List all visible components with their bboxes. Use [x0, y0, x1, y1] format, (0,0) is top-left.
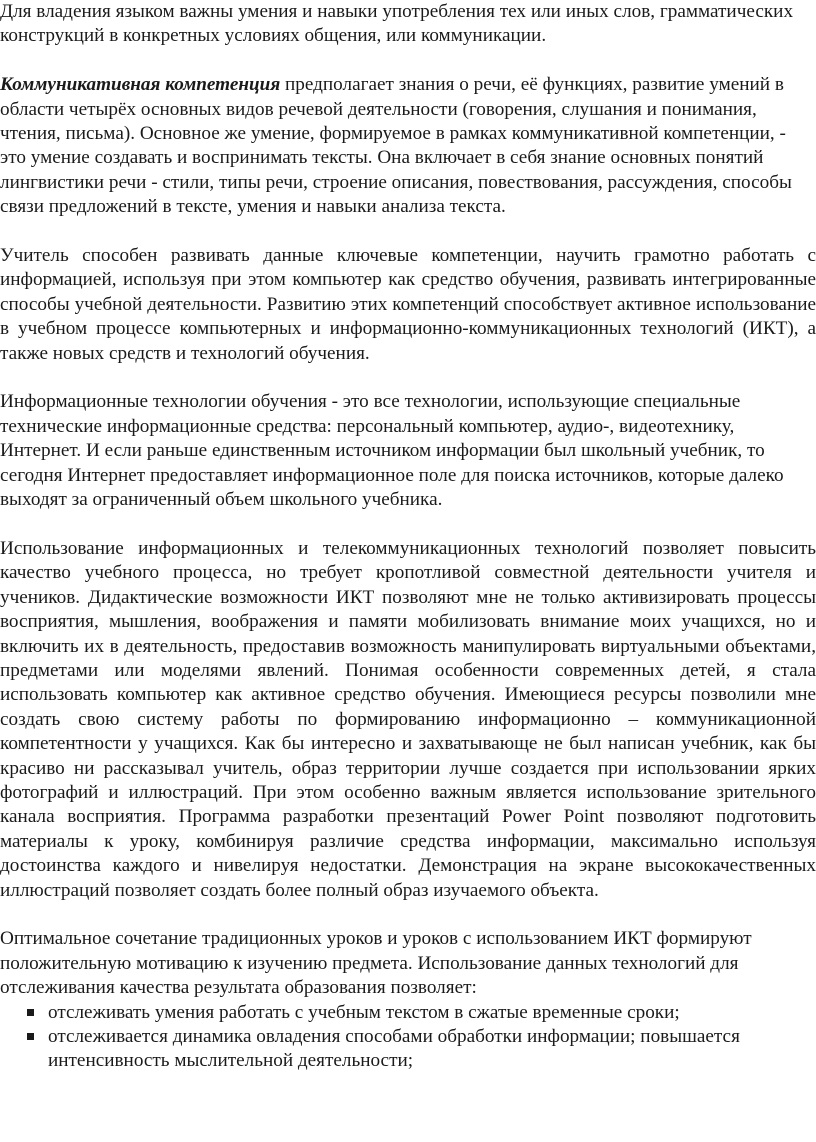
paragraph-language-skills: Для владения языком важны умения и навыки употребления тех или иных слов, грамматических конструкций в конкретных условиях общения, или коммуникации.	[0, 1, 794, 47]
list-item	[0, 1025, 816, 1074]
square-bullet-icon	[27, 1033, 34, 1040]
paragraph-communicative-competence	[0, 73, 816, 219]
list-item-text: отслеживается динамика овладения способами обработки информации; повышается интенсивность мыслительной деятельности;	[48, 1025, 740, 1072]
bullet-list	[0, 1001, 816, 1074]
list-item-text: отслеживать умения работать с учебным текстом в сжатые временные сроки;	[48, 1001, 680, 1023]
paragraph-teacher-role: Учитель способен развивать данные ключевые компетенции, научить грамотно работать с информацией, используя при этом компьютер как средство обучения, развивать интегрированные способы учебной деятельности. Развитию этих компетенций способствует активное использование в учебном процессе компьютерных и информационно-коммуникационных технологий (ИКТ), а также новых средств и технологий обучения.	[0, 245, 816, 364]
paragraph-info-technologies: Информационные технологии обучения - это все технологии, использующие специальные технические информационные средства: персональный компьютер, аудио-, видеотехнику, Интернет. И если раньше единственным источником информации был школьный учебник, то сегодня Интернет предоставляет информационное поле для поиска источников, которые далеко выходят за ограниченный объем школьного учебника.	[0, 391, 784, 511]
paragraph-optimal-combination: Оптимальное сочетание традиционных уроков и уроков с использованием ИКТ формируют положительную мотивацию к изучению предмета. Использование данных технологий для отслеживания качества результата образования позволяет:	[0, 928, 752, 999]
term-communicative-competence: Коммуникативная компетенция	[0, 74, 281, 96]
paragraph-ict-usage: Использование информационных и телекоммуникационных технологий позволяет повысить качество учебного процесса, но требует кропотливой совместной деятельности учителя и учеников. Дидактические возможности ИКТ позволяют мне не только активизировать процессы восприятия, мышления, воображения и памяти мобилизовать внимание моих учащихся, но и включить их в деятельность, предоставив возможность манипулировать виртуальными объектами, предметами или моделями явлений. Понимая особенности современных детей, я стала использовать компьютер как активное средство обучения. Имеющиеся ресурсы позволили мне создать свою систему работы по формированию информационно – коммуникационной компетентности у учащихся. Как бы интересно и захватывающе не был написан учебник, как бы красиво ни рассказывал учитель, образ территории лучше создается при использовании ярких фотографий и иллюстраций. При этом особенно важным является использование зрительного канала восприятия. Программа разработки презентаций Power Point позволяют подготовить материалы к уроку, комбинируя различие средства информации, максимально используя достоинства каждого и нивелируя недостатки. Демонстрация на экране высококачественных иллюстраций позволяет создать более полный образ изучаемого объекта.	[0, 537, 816, 901]
paragraph-communicative-competence-text: предполагает знания о речи, её функциях, развитие умений в области четырёх основных видов речевой деятельности (говорения, слушания и понимания, чтения, письма). Основное же умение, формируемое в рамках коммуникативной компетенции, - это умение создавать и воспринимать тексты. Она включает в себя знание основных понятий лингвистики речи - стили, типы речи, строение описания, повествования, рассуждения, способы связи предложений в тексте, умения и навыки анализа текста.	[0, 74, 792, 218]
square-bullet-icon	[27, 1009, 34, 1016]
list-item	[0, 1001, 816, 1025]
